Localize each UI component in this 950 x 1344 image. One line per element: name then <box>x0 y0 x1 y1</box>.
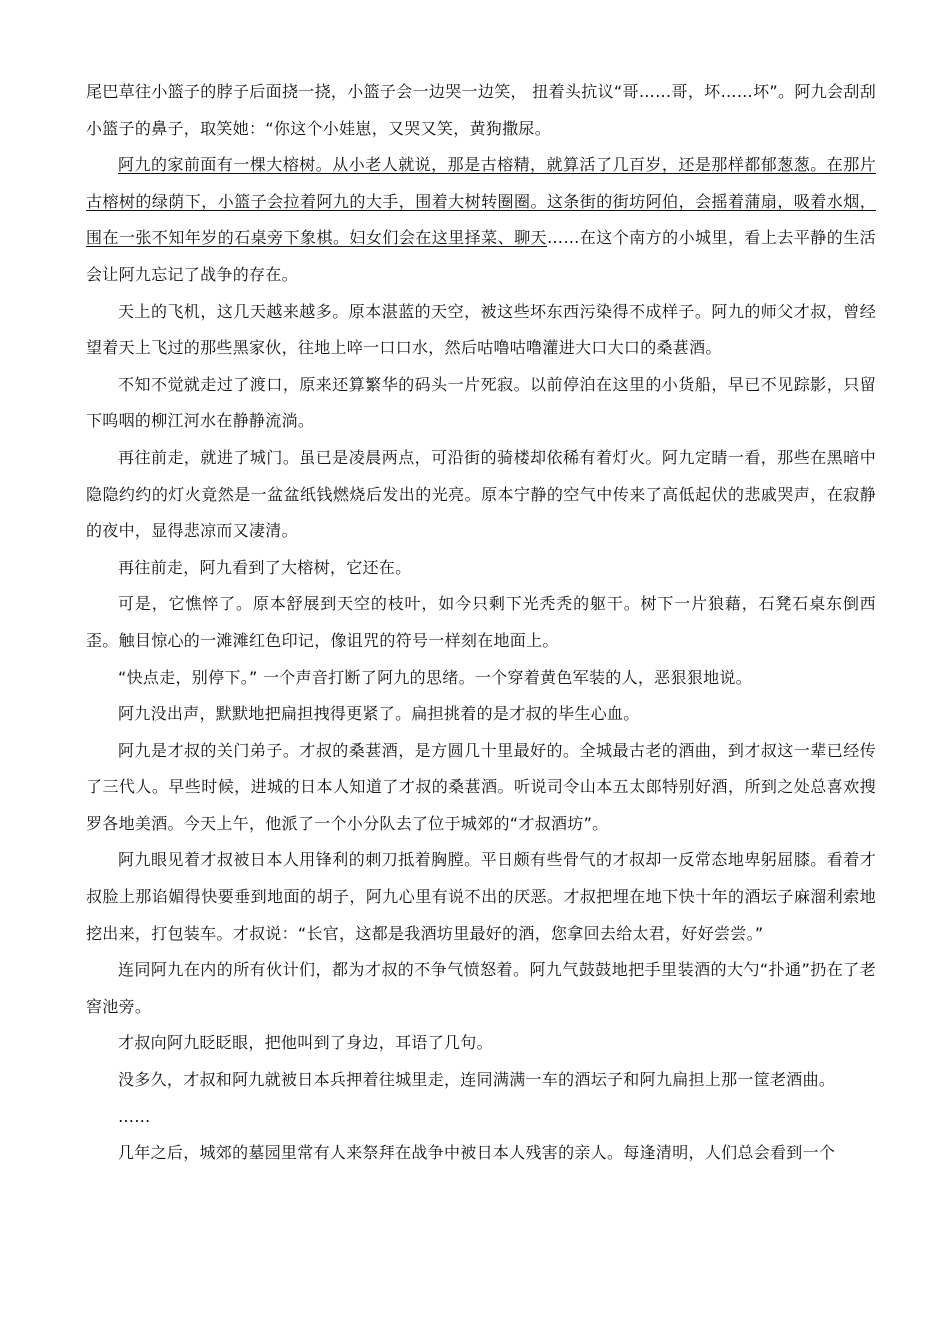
underlined-passage: 阿九的家前面有一棵大榕树。从小老人就说，那是古榕精，就算活了几百岁，还是那样都郁葱葱。在那片古榕树的绿荫下，小篮子会拉着阿九的大手，围着大树转圈圈。这条街的街坊阿伯，会摇着蒲扇，吸着水烟，围在一张不知年岁的石桌旁下象棋。妇女们会在这里择菜、聊天 <box>86 155 876 248</box>
paragraph-text: “快点走，别停下。” 一个声音打断了阿九的思绪。一个穿着黄色军装的人，恶狠狠地说。 <box>118 667 752 687</box>
paragraph-text: 阿九是才叔的关门弟子。才叔的桑葚酒，是方圆几十里最好的。全城最古老的酒曲，到才叔这一辈已经传了三代人。早些时候，进城的日本人知道了才叔的桑葚酒。听说司令山本五太郎特别好酒，所到之处总喜欢搜罗各地美酒。今天上午，他派了一个小分队去了位于城郊的“才叔酒坊”。 <box>86 740 876 833</box>
paragraph-text: ……在这个南方的小城里，看上去平静的生活会让阿九忘记了战争的存在。 <box>86 228 876 284</box>
paragraph-text: 几年之后，城郊的墓园里常有人来祭拜在战争中被日本人残害的亲人。每逢清明，人们总会看到一个 <box>118 1143 836 1163</box>
paragraph-9 <box>86 696 876 733</box>
paragraph-13 <box>86 1025 876 1062</box>
paragraph-text: 尾巴草往小篮子的脖子后面挠一挠，小篮子会一边哭一边笑， 扭着头抗议“哥……哥，坏……坏”。阿九会刮刮小篮子的鼻子，取笑她：“你这个小娃崽，又哭又笑，黄狗撒尿。 <box>86 82 876 138</box>
paragraph-text: 再往前走，就进了城门。虽已是凌晨两点，可沿街的骑楼却依稀有着灯火。阿九定睛一看，那些在黑暗中隐隐约约的灯火竟然是一盆盆纸钱燃烧后发出的光亮。原本宁静的空气中传来了高低起伏的悲戚哭声，在寂静的夜中，显得悲凉而又凄清。 <box>86 447 876 541</box>
paragraph-text: 阿九眼见着才叔被日本人用锋利的刺刀抵着胸膛。平日颇有些骨气的才叔却一反常态地卑躬屈膝。看着才叔脸上那谄媚得快要垂到地面的胡子，阿九心里有说不出的厌恶。才叔把埋在地下快十年的酒坛子麻溜利索地挖出来，打包装车。才叔说：“长官，这都是我酒坊里最好的酒，您拿回去给太君，好好尝尝。” <box>86 850 876 943</box>
paragraph-text: 连同阿九在内的所有伙计们，都为才叔的不争气愤怒着。阿九气鼓鼓地把手里装酒的大勺“扑通”扔在了老窖池旁。 <box>86 960 876 1016</box>
paragraph-text: 再往前走，阿九看到了大榕树，它还在。 <box>118 557 412 577</box>
paragraph-text: …… <box>118 1106 151 1126</box>
paragraph-1 <box>86 74 876 147</box>
paragraph-16 <box>86 1135 876 1172</box>
paragraph-text: 才叔向阿九眨眨眼，把他叫到了身边，耳语了几句。 <box>118 1033 493 1053</box>
paragraph-14 <box>86 1062 876 1099</box>
paragraph-4 <box>86 367 876 440</box>
paragraph-2 <box>86 147 876 293</box>
paragraph-8 <box>86 660 876 697</box>
paragraph-15 <box>86 1099 876 1136</box>
paragraph-text: 天上的飞机，这几天越来越多。原本湛蓝的天空，被这些坏东西污染得不成样子。阿九的师父才叔，曾经望着天上飞过的那些黑家伙，往地上啐一口口水，然后咕噜咕噜灌进大口大口的桑葚酒。 <box>86 301 876 358</box>
paragraph-text: 阿九没出声，默默地把扁担拽得更紧了。扁担挑着的是才叔的毕生心血。 <box>118 704 640 724</box>
paragraph-12 <box>86 952 876 1025</box>
paragraph-text: 可是，它憔悴了。原本舒展到天空的枝叶，如今只剩下光秃秃的躯干。树下一片狼藉，石凳石桌东倒西歪。触目惊心的一滩滩红色印记，像诅咒的符号一样刻在地面上。 <box>86 594 876 650</box>
paragraph-7 <box>86 586 876 659</box>
paragraph-3 <box>86 294 876 367</box>
paragraph-10 <box>86 733 876 843</box>
paragraph-6 <box>86 550 876 587</box>
article-body <box>86 74 876 1172</box>
paragraph-5 <box>86 440 876 550</box>
paragraph-text: 没多久，才叔和阿九就被日本兵押着往城里走，连同满满一车的酒坛子和阿九扁担上那一筐老酒曲。 <box>118 1070 836 1090</box>
paragraph-11 <box>86 842 876 952</box>
paragraph-text: 不知不觉就走过了渡口，原来还算繁华的码头一片死寂。以前停泊在这里的小货船，早已不见踪影，只留下呜咽的柳江河水在静静流淌。 <box>86 374 876 431</box>
